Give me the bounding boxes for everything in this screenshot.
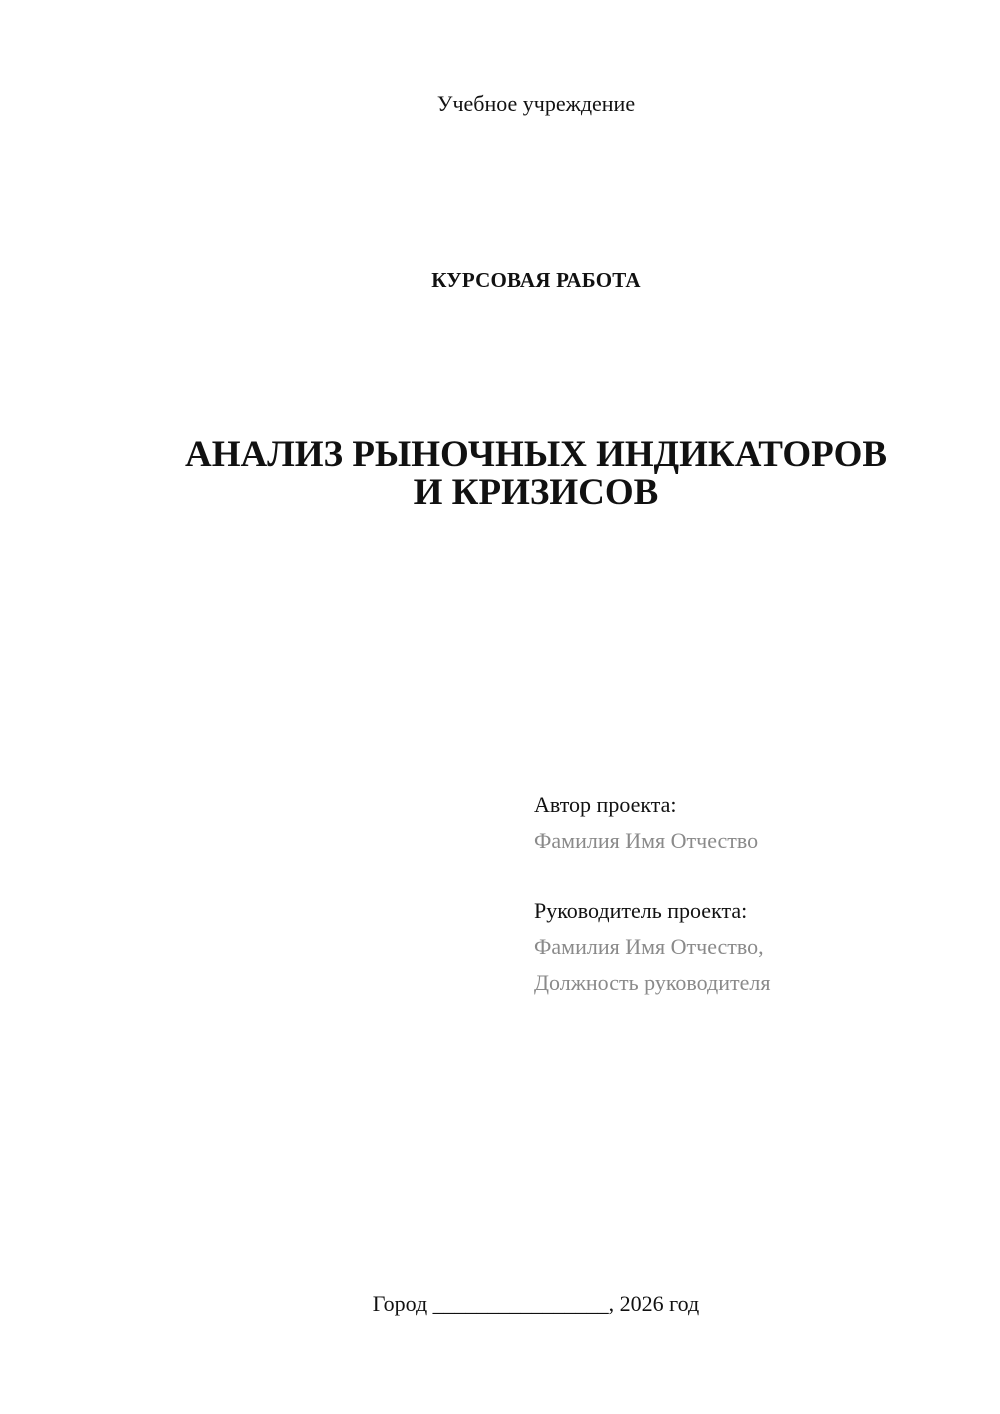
- institution-name: Учебное учреждение: [436, 91, 636, 116]
- author-label: Автор проекта:: [534, 792, 677, 817]
- people-block: [534, 787, 974, 1001]
- work-type-heading: КУРСОВАЯ РАБОТА: [431, 268, 641, 292]
- document-title: [0, 436, 1000, 512]
- supervisor-position: Должность руководителя: [534, 970, 771, 995]
- author-name: Фамилия Имя Отчество: [534, 828, 759, 853]
- title-line-2: И КРИЗИСОВ: [413, 472, 659, 513]
- city-year-line: Город ________________, 2026 год: [372, 1291, 700, 1316]
- supervisor-name: Фамилия Имя Отчество,: [534, 934, 764, 959]
- title-line-1: АНАЛИЗ РЫНОЧНЫХ ИНДИКАТОРОВ: [184, 434, 888, 475]
- supervisor-label: Руководитель проекта:: [534, 898, 748, 923]
- spacer: [534, 859, 974, 893]
